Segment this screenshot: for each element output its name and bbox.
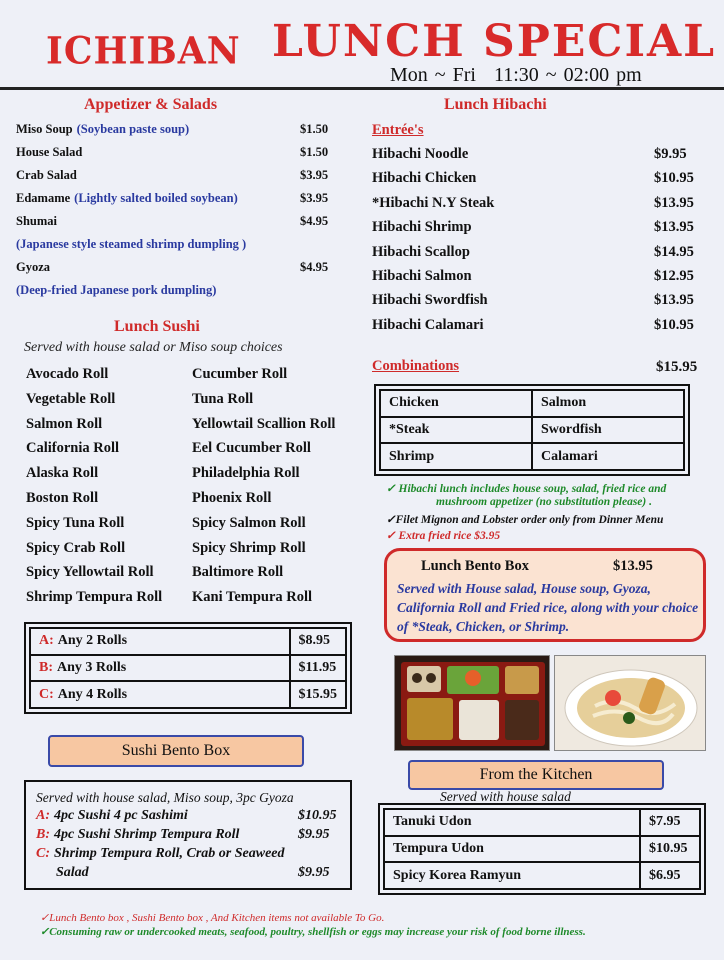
appetizer-note: (Soybean paste soup) — [76, 122, 190, 136]
bento-photo-art — [395, 656, 550, 751]
kitchen-item-price: $7.95 — [640, 809, 700, 836]
appetizer-row — [16, 237, 246, 252]
sushi-roll: Salmon Roll — [26, 415, 103, 432]
sushi-roll: Avocado Roll — [26, 366, 109, 382]
appetizer-name: Gyoza — [16, 260, 51, 274]
hibachi-item-price: $9.95 — [654, 146, 687, 162]
appetizer-row — [16, 214, 57, 229]
sushi-roll: California Roll — [26, 440, 120, 457]
appetizer-price: $3.95 — [300, 168, 329, 182]
sushi-combo-price: $8.95 — [290, 628, 347, 655]
sushi-roll: Spicy Salmon Roll — [192, 514, 306, 531]
hibachi-item-name: Hibachi Chicken — [372, 170, 477, 187]
brand-logo: ICHIBAN — [46, 28, 241, 74]
appetizer-note: (Deep-fried Japanese pork dumpling) — [16, 283, 217, 297]
sushi-roll: Eel Cucumber Roll — [192, 440, 311, 457]
page-title: LUNCH SPECIAL — [272, 16, 717, 67]
check-icon: ✓ — [386, 530, 396, 542]
hibachi-item-price: $10.95 — [654, 170, 694, 187]
hibachi-item-price: $10.95 — [654, 316, 694, 333]
sushi-roll: Boston Roll — [26, 490, 99, 506]
combination-row — [380, 390, 684, 417]
hibachi-note-2 — [386, 512, 663, 526]
combination-row — [380, 443, 684, 470]
sushi-combo-label — [30, 681, 290, 708]
hibachi-item-name: Hibachi Swordfish — [372, 292, 488, 309]
bento-photo — [394, 655, 550, 751]
udon-photo — [554, 655, 706, 751]
sushi-bento-box — [24, 780, 352, 890]
option-letter: A: — [36, 808, 50, 823]
sushi-combo-row — [30, 681, 346, 708]
combination-cell: Calamari — [532, 443, 684, 470]
combinations-grid — [374, 384, 690, 476]
sushi-roll: Spicy Tuna Roll — [26, 514, 125, 531]
kitchen-table — [378, 803, 706, 895]
option-price: $10.95 — [298, 808, 337, 823]
hibachi-note-3 — [386, 528, 500, 542]
hours-days: Mon ~ Fri — [390, 64, 476, 86]
hibachi-item-name: *Hibachi N.Y Steak — [372, 194, 495, 211]
sushi-bento-option — [36, 846, 285, 862]
kitchen-row — [384, 836, 700, 863]
kitchen-item-name: Tempura Udon — [384, 836, 640, 863]
appetizer-note: (Lightly salted boiled soybean) — [74, 191, 238, 205]
sushi-combo-row — [30, 655, 346, 682]
sushi-roll: Philadelphia Roll — [192, 465, 300, 482]
sushi-roll: Alaska Roll — [26, 465, 99, 482]
hibachi-item-name: Hibachi Salmon — [372, 268, 472, 284]
sushi-roll: Shrimp Tempura Roll — [26, 589, 163, 606]
sushi-roll: Tuna Roll — [192, 390, 254, 407]
sushi-combo-row — [30, 628, 346, 655]
sushi-bento-option — [36, 808, 188, 824]
lunch-bento-price: $13.95 — [613, 558, 653, 574]
sushi-combo-label — [30, 628, 290, 655]
appetizer-price: $1.50 — [300, 122, 329, 136]
appetizer-price: $3.95 — [300, 191, 329, 205]
check-icon: ✓ — [40, 926, 50, 938]
combination-cell: *Steak — [380, 417, 532, 444]
check-icon: ✓ — [386, 514, 396, 526]
option-price: $9.95 — [298, 865, 330, 880]
kitchen-row — [384, 809, 700, 836]
appetizer-row — [16, 260, 50, 275]
check-icon: ✓ — [386, 483, 396, 495]
combinations-price: $15.95 — [656, 359, 698, 375]
combination-cell: Chicken — [380, 390, 532, 417]
appetizer-price: $4.95 — [300, 260, 329, 274]
sushi-combo-label — [30, 655, 290, 682]
footer-line-2 — [40, 925, 586, 938]
sushi-roll: Spicy Crab Roll — [26, 539, 126, 556]
option-text: Salad — [56, 865, 89, 880]
sushi-roll: Spicy Shrimp Roll — [192, 539, 306, 556]
kitchen-row — [384, 862, 700, 889]
lunch-bento-desc: Served with House salad, House soup, Gyoza, California Roll and Fried rice, along with your choice of *Steak, Chicken, or Shrimp. — [397, 581, 699, 634]
appetizer-row — [16, 145, 82, 160]
option-letter: C: — [36, 846, 50, 861]
entree-label: Entrée's — [372, 122, 424, 138]
footer-line-2-text: Consuming raw or undercooked meats, seafood, poultry, shellfish or eggs may increase your risk of food borne illness. — [49, 926, 586, 938]
hibachi-note-3-text: Extra fried rice $3.95 — [398, 530, 501, 542]
kitchen-label: From the Kitchen — [408, 760, 664, 790]
sushi-title: Lunch Sushi — [114, 318, 200, 335]
sushi-combo-price: $11.95 — [290, 655, 347, 682]
combination-row — [380, 417, 684, 444]
hours — [390, 64, 642, 87]
sushi-combo-price: $15.95 — [290, 681, 347, 708]
appetizer-name: Crab Salad — [16, 168, 77, 182]
sushi-bento-option — [36, 865, 89, 881]
combo-letter: C: — [39, 686, 54, 702]
combo-text: Any 3 Rolls — [57, 659, 127, 675]
kitchen-item-price: $6.95 — [640, 862, 700, 889]
hours-time: 11:30 ~ 02:00 pm — [493, 64, 642, 86]
hibachi-item-price: $13.95 — [654, 219, 694, 236]
hibachi-item-name: Hibachi Noodle — [372, 146, 469, 162]
hibachi-note-1a: Hibachi lunch includes house soup, salad, fried rice and — [398, 483, 667, 495]
hibachi-note-1b: mushroom appetizer (no substitution please) . — [436, 496, 652, 508]
combination-cell: Salmon — [532, 390, 684, 417]
hibachi-item-name: Hibachi Scallop — [372, 243, 470, 260]
combo-letter: A: — [39, 633, 54, 649]
sushi-bento-option — [36, 827, 239, 843]
hibachi-note-1 — [386, 481, 666, 495]
option-text: 4pc Sushi Shrimp Tempura Roll — [54, 827, 240, 842]
option-price: $9.95 — [298, 827, 330, 842]
appetizer-name: House Salad — [16, 145, 83, 159]
sushi-roll: Kani Tempura Roll — [192, 589, 313, 606]
combinations-label: Combinations — [372, 358, 460, 374]
check-icon: ✓ — [40, 912, 50, 924]
sushi-roll: Baltimore Roll — [192, 564, 284, 581]
appetizer-row — [16, 191, 238, 206]
appetizer-price: $1.50 — [300, 145, 329, 159]
appetizers-title: Appetizer & Salads — [84, 96, 218, 113]
hibachi-title: Lunch Hibachi — [444, 96, 547, 113]
header-divider — [0, 87, 724, 90]
kitchen-item-name: Spicy Korea Ramyun — [384, 862, 640, 889]
combination-cell: Shrimp — [380, 443, 532, 470]
lunch-bento-box — [384, 548, 706, 642]
option-text: 4pc Sushi 4 pc Sashimi — [54, 808, 188, 823]
hibachi-item-name: Hibachi Shrimp — [372, 219, 472, 236]
combo-letter: B: — [39, 659, 53, 675]
appetizer-row — [16, 283, 216, 298]
udon-photo-art — [555, 656, 706, 751]
appetizer-note: (Japanese style steamed shrimp dumpling ) — [16, 237, 247, 251]
sushi-roll: Cucumber Roll — [192, 366, 288, 382]
appetizer-name: Miso Soup — [16, 122, 73, 136]
option-text: Shrimp Tempura Roll, Crab or Seaweed — [54, 846, 285, 861]
combo-text: Any 4 Rolls — [57, 686, 128, 702]
sushi-bento-label: Sushi Bento Box — [48, 735, 304, 767]
hibachi-item-price: $12.95 — [654, 268, 694, 284]
appetizer-name: Shumai — [16, 214, 57, 228]
sushi-subtitle: Served with house salad or Miso soup choices — [24, 340, 283, 355]
hibachi-item-price: $13.95 — [654, 292, 694, 309]
footer-line-1 — [40, 911, 384, 924]
sushi-combo-table — [24, 622, 352, 714]
lunch-bento-title: Lunch Bento Box — [421, 558, 529, 574]
sushi-roll: Vegetable Roll — [26, 390, 116, 407]
footer-line-1-text: Lunch Bento box , Sushi Bento box , And Kitchen items not available To Go. — [49, 912, 385, 924]
combo-text: Any 2 Rolls — [57, 633, 128, 649]
sushi-roll: Phoenix Roll — [192, 490, 272, 506]
kitchen-item-price: $10.95 — [640, 836, 700, 863]
option-letter: B: — [36, 827, 50, 842]
appetizer-row — [16, 122, 189, 137]
appetizer-name: Edamame — [16, 191, 71, 205]
kitchen-subtitle: Served with house salad — [440, 789, 571, 804]
hibachi-item-price: $14.95 — [654, 243, 694, 260]
sushi-bento-subtitle: Served with house salad, Miso soup, 3pc Gyoza — [36, 790, 294, 805]
kitchen-item-name: Tanuki Udon — [384, 809, 640, 836]
sushi-roll: Spicy Yellowtail Roll — [26, 564, 154, 581]
sushi-roll: Yellowtail Scallion Roll — [192, 415, 336, 432]
hibachi-note-2-text: Filet Mignon and Lobster order only from Dinner Menu — [395, 514, 664, 526]
appetizer-row — [16, 168, 77, 183]
hibachi-item-name: Hibachi Calamari — [372, 316, 484, 333]
hibachi-item-price: $13.95 — [654, 194, 694, 211]
combination-cell: Swordfish — [532, 417, 684, 444]
appetizer-price: $4.95 — [300, 214, 329, 228]
